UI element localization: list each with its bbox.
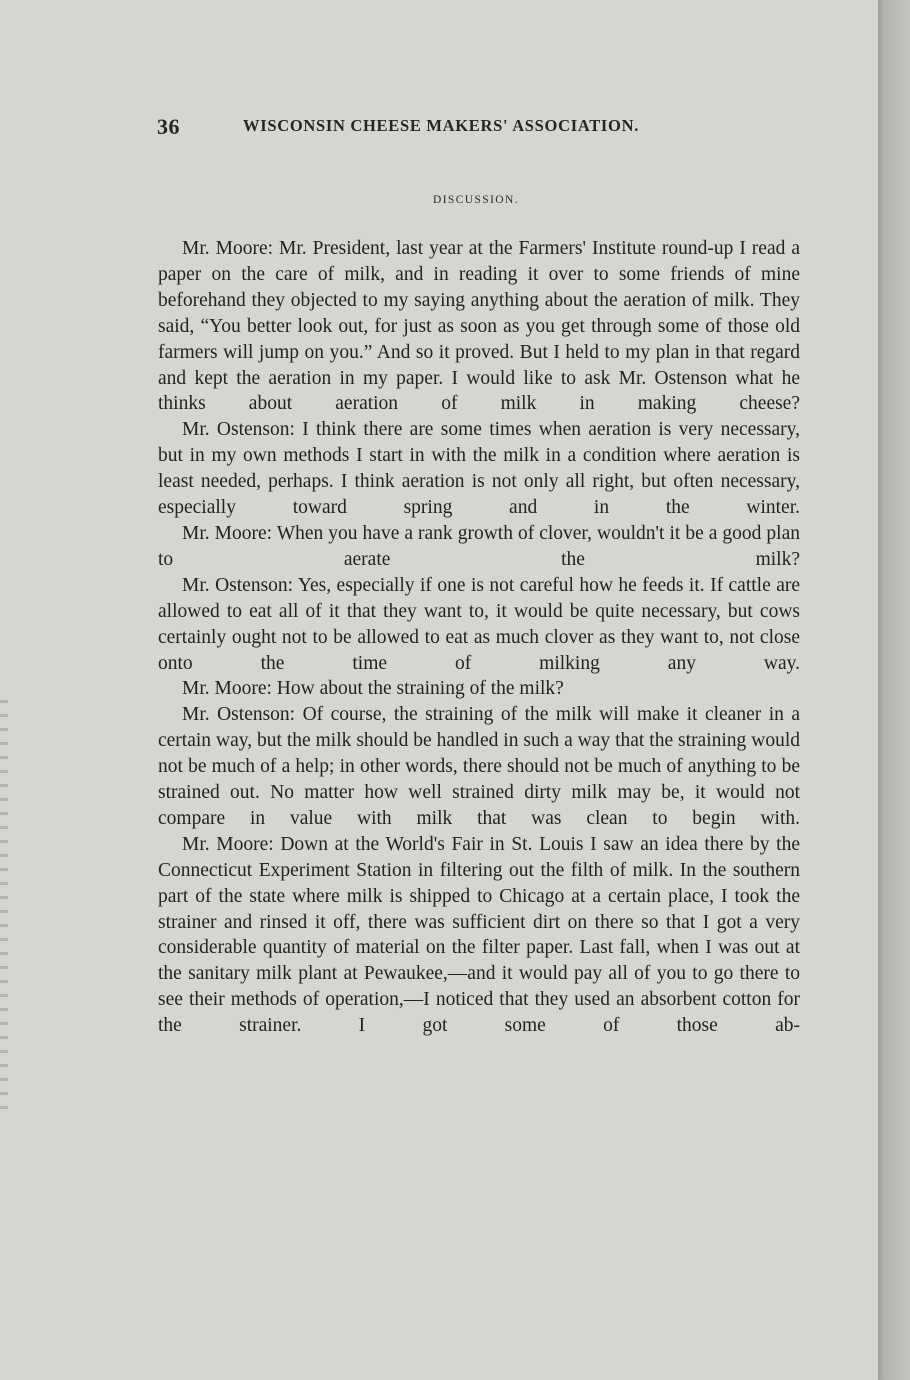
- section-heading: DISCUSSION.: [432, 194, 519, 206]
- paragraph-4: [158, 573, 800, 677]
- page-edge-shadow: [878, 0, 910, 1380]
- page-number: 36: [157, 114, 180, 139]
- paragraph-1: [158, 236, 800, 417]
- paragraph-7: [158, 832, 800, 1039]
- speaker-name: Mr. Ostenson:: [182, 574, 294, 596]
- speaker-name: Mr. Ostenson:: [182, 419, 295, 441]
- speaker-name: Mr. Moore:: [182, 678, 272, 700]
- paragraph-text: Down at the World's Fair in St. Louis I saw an idea there by the Connecticut Experiment Station in filtering out the filth of milk. In the southern part of the state where milk is shipped to Chicago at a certain place, I took the strainer and rinsed it off, there was sufficient dirt on there so that I got a very considerable quantity of material on the filter paper. Last fall, when I was out at the sanitary milk plant at Pewaukee,—and it would pay all of you to go there to see their methods of operation,—I noticed that they used an absorbent cotton for the strainer. I got some of those ab-: [158, 833, 800, 1037]
- speaker-name: Mr. Ostenson:: [182, 704, 296, 726]
- paragraph-2: [158, 417, 800, 521]
- paragraph-text: How about the straining of the milk?: [276, 678, 564, 700]
- paragraph-text: I think there are some times when aeration is very necessary, but in my own methods I start in with the milk in a condition where aeration is least needed, perhaps. I think aeration is not only all right, but often necessary, especially toward spring and in the winter.: [158, 419, 800, 519]
- speaker-name: Mr. Moore:: [182, 833, 274, 855]
- paragraph-text: Yes, especially if one is not careful how he feeds it. If cattle are allowed to eat all of it that they want to, it would be quite necessary, but cows certainly ought not to be allowed to eat as much clover as they want to, not close onto the time of milking any way.: [158, 574, 801, 674]
- discussion-body: [158, 236, 800, 1039]
- paragraph-text: Of course, the straining of the milk will make it cleaner in a certain way, but the milk should be handled in such a way that the straining would not be much of a help; in other words, there should not be much of anything to be strained out. No matter how well strained dirty milk may be, it would not compare in value with milk that was clean to begin with.: [158, 704, 801, 829]
- paragraph-text: Mr. President, last year at the Farmers' Institute round-up I read a paper on the care of milk, and in reading it over to some friends of mine beforehand they objected to my saying anything about the aeration of milk. They said, “You better look out, for just as soon as you get through some of those old farmers will jump on you.” And so it proved. But I held to my plan in that regard and kept the aeration in my paper. I would like to ask Mr. Ostenson what he thinks about aeration of milk in making cheese?: [158, 238, 801, 415]
- paragraph-text: When you have a rank growth of clover, wouldn't it be a good plan to aerate the milk?: [158, 522, 800, 570]
- paragraph-5: [158, 676, 800, 702]
- binding-stitch-marks: [0, 700, 8, 1120]
- speaker-name: Mr. Moore:: [182, 238, 274, 259]
- paragraph-6: [158, 702, 800, 832]
- paragraph-3: [158, 521, 800, 573]
- speaker-name: Mr. Moore:: [182, 522, 273, 544]
- running-header: [157, 114, 797, 138]
- running-title: WISCONSIN CHEESE MAKERS' ASSOCIATION.: [243, 116, 640, 135]
